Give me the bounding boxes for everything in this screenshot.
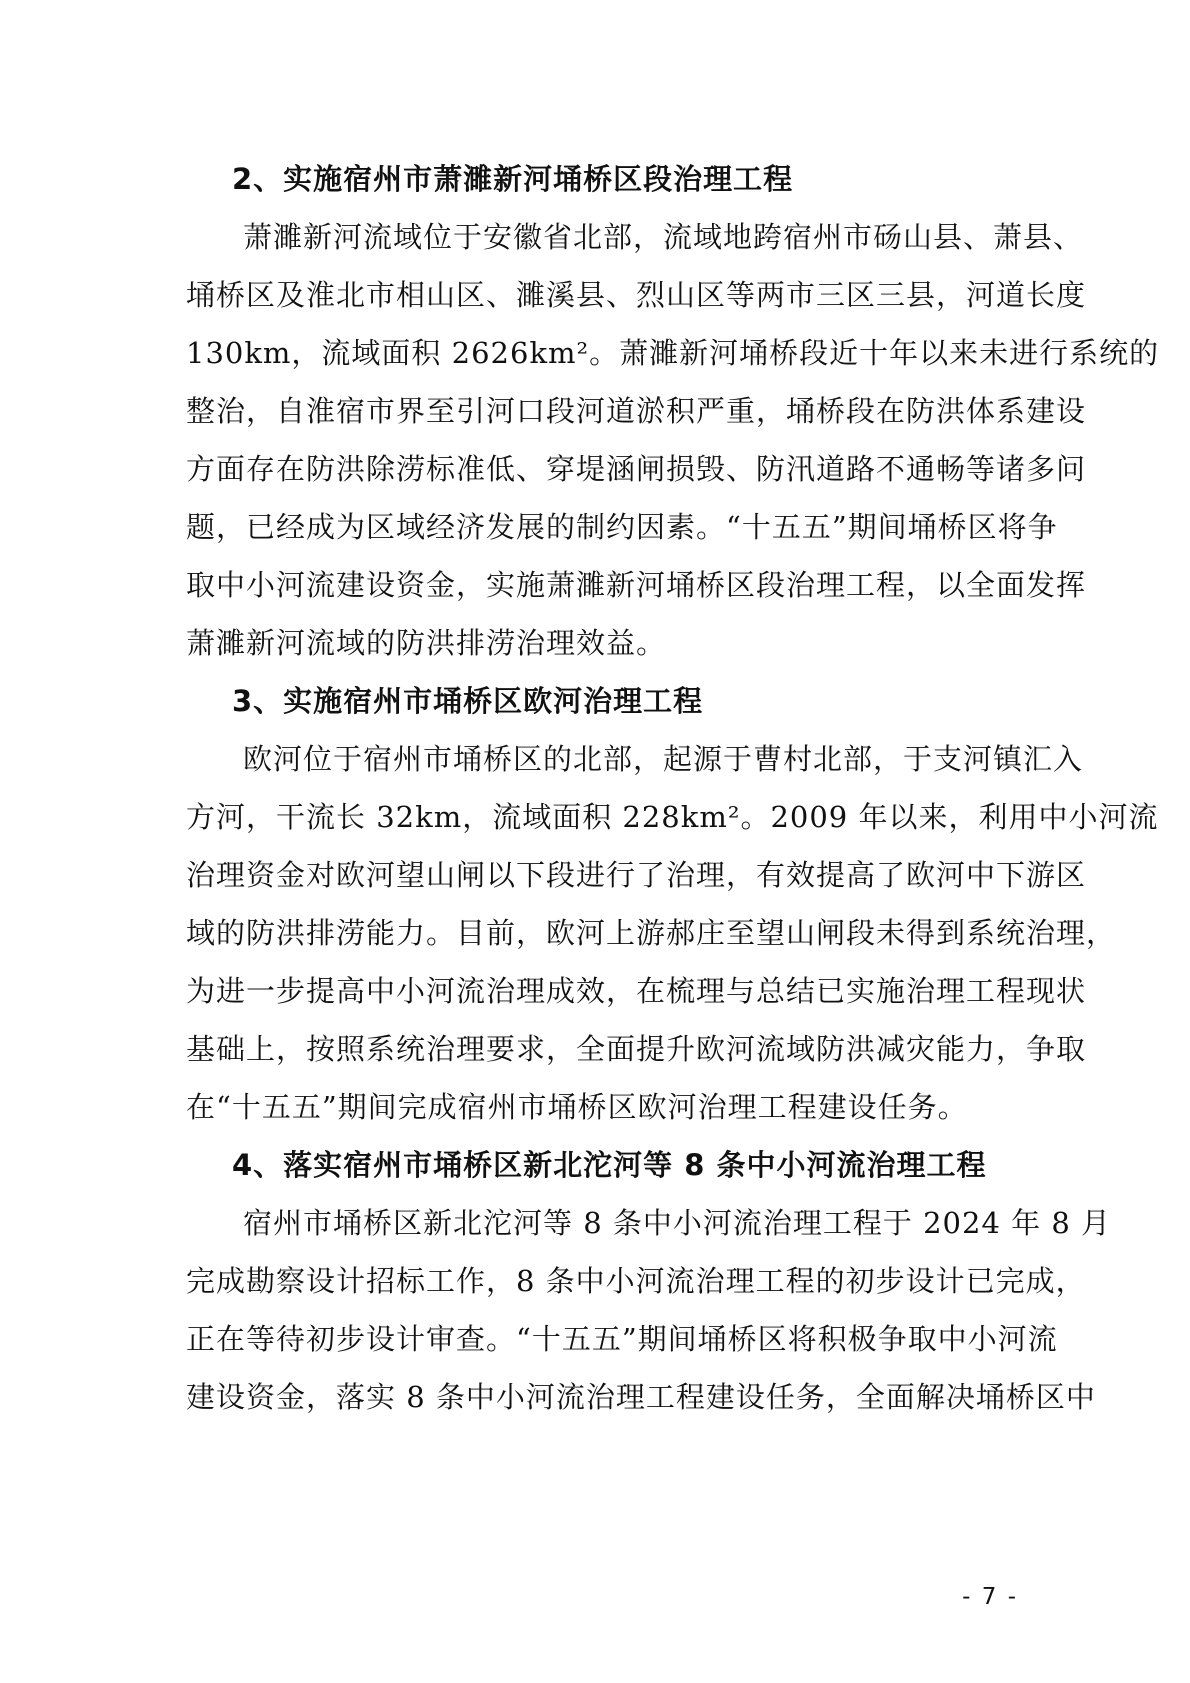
text-line: 域的防洪排涝能力。目前，欧河上游郝庄至望山闸段未得到系统治理， [186, 916, 1117, 950]
text-line: 取中小河流建设资金，实施萧濉新河埇桥区段治理工程，以全面发挥 [186, 568, 1087, 602]
text-line: 方面存在防洪除涝标准低、穿堤涵闸损毁、防汛道路不通畅等诸多问 [186, 452, 1087, 486]
text-line: 130km，流域面积 2626km²。萧濉新河埇桥段近十年以来未进行系统的 [186, 336, 1160, 370]
text-line: 完成勘察设计招标工作，8 条中小河流治理工程的初步设计已完成， [186, 1264, 1086, 1298]
text-line: 欧河位于宿州市埇桥区的北部，起源于曹村北部，于支河镇汇入 [243, 742, 1084, 776]
text-line: 在“十五五”期间完成宿州市埇桥区欧河治理工程建设任务。 [186, 1090, 968, 1124]
text-line: 萧濉新河流域位于安徽省北部，流域地跨宿州市砀山县、萧县、 [243, 220, 1084, 254]
text-line: 基础上，按照系统治理要求，全面提升欧河流域防洪减灾能力，争取 [186, 1032, 1087, 1066]
section-heading-4: 4、落实宿州市埇桥区新北沱河等 8 条中小河流治理工程 [232, 1148, 987, 1182]
text-line: 题，已经成为区域经济发展的制约因素。“十五五”期间埇桥区将争 [186, 510, 1058, 544]
text-line: 治理资金对欧河望山闸以下段进行了治理，有效提高了欧河中下游区 [186, 858, 1087, 892]
section-paragraph-4 [186, 1194, 1112, 1426]
text-line: 正在等待初步设计审查。“十五五”期间埇桥区将积极争取中小河流 [186, 1322, 1058, 1356]
document-body [186, 150, 1160, 1426]
text-line: 为进一步提高中小河流治理成效，在梳理与总结已实施治理工程现状 [186, 974, 1087, 1008]
text-line: 方河，干流长 32km，流域面积 228km²。2009 年以来，利用中小河流 [186, 800, 1159, 834]
text-line: 建设资金，落实 8 条中小河流治理工程建设任务，全面解决埇桥区中 [186, 1380, 1096, 1414]
text-line: 埇桥区及淮北市相山区、濉溪县、烈山区等两市三区三县，河道长度 [186, 278, 1087, 312]
section-heading-2: 2、实施宿州市萧濉新河埇桥区段治理工程 [232, 162, 794, 196]
text-line: 萧濉新河流域的防洪排涝治理效益。 [186, 626, 667, 660]
page-number: - 7 - [962, 1584, 1018, 1610]
section-paragraph-2 [186, 208, 1160, 672]
section-heading-3: 3、实施宿州市埇桥区欧河治理工程 [232, 684, 704, 718]
section-paragraph-3 [186, 730, 1159, 1136]
text-line: 宿州市埇桥区新北沱河等 8 条中小河流治理工程于 2024 年 8 月 [243, 1206, 1112, 1240]
text-line: 整治，自淮宿市界至引河口段河道淤积严重，埇桥段在防洪体系建设 [186, 394, 1087, 428]
